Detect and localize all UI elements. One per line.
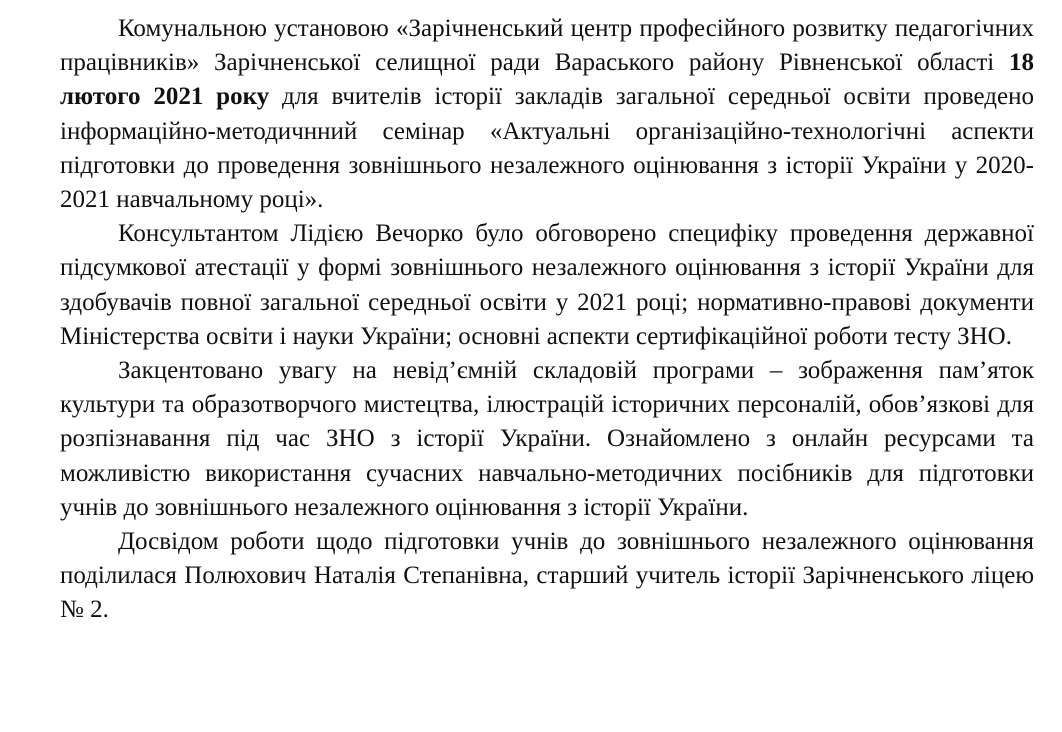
seminar-date: 18 лютого 2021 року [60, 49, 1034, 111]
intro-text: Комунальною установою «Зарічненський центр професійного розвитку педагогічних працівників» Зарічненської селищної ради Вараського району Рівненської області [60, 15, 1034, 77]
paragraph-seminar-intro [60, 12, 1034, 217]
paragraph-consultant: Консультантом Лідією Вечорко було обговорено специфіку проведення державної підсумкової атестації у формі зовнішнього незалежного оцінювання з історії України для здобувачів повної загальної середньої освіти у 2021 році; нормативно-правові документи Міністерства освіти і науки України; основні аспекти сертифікаційної роботи тесту ЗНО. [60, 220, 1034, 350]
intro-text-continued: для вчителів історії закладів загальної середньої освіти проведено інформаційно-методичнний семінар «Актуальні організаційно-технологічні аспекти підготовки до проведення зовнішнього незалежного оцінювання з історії України у 2020-2021 навчальному році». [60, 83, 1034, 214]
document-body [60, 12, 1034, 628]
paragraph-experience: Досвідом роботи щодо підготовки учнів до зовнішнього незалежного оцінювання поділилася Полюхович Наталія Степанівна, старший учитель історії Зарічненського ліцею № 2. [60, 528, 1034, 624]
paragraph-program-focus: Закцентовано увагу на невід’ємній складовій програми – зображення пам’яток культури та образотворчого мистецтва, ілюстрацій історичних персоналій, обов’язкові для розпізнавання під час ЗНО з історії України. Ознайомлено з онлайн ресурсами та можливістю використання сучасних навчально-методичних посібників для підготовки учнів до зовнішнього незалежного оцінювання з історії України. [60, 357, 1034, 521]
